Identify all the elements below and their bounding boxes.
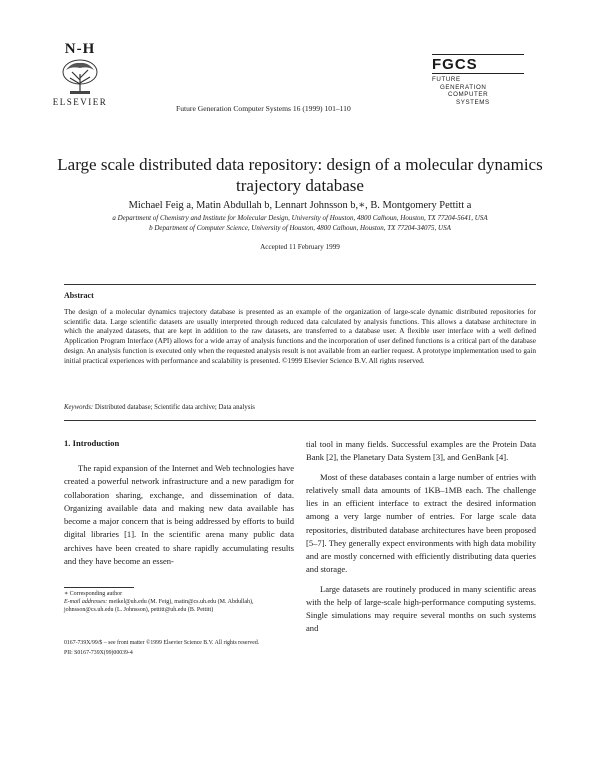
- journal-logo-rule: [432, 73, 524, 74]
- left-column: [64, 462, 294, 568]
- copyright-line: 0167-739X/99/$ – see front matter ©1999 Elsevier Science B.V. All rights reserved.: [64, 640, 260, 646]
- publisher-name: ELSEVIER: [52, 97, 108, 107]
- pii-line: PII: S0167-739X(99)00039-4: [64, 650, 133, 656]
- email-label: E-mail addresses:: [64, 598, 108, 605]
- corresponding-author-note: ∗ Corresponding author: [64, 591, 123, 597]
- abstract-text: The design of a molecular dynamics trajectory database is presented as an example of the organization of large-scale dynamic distributed repositories for scientific data. Large scientific datasets are usually interpreted through reduced data calculated by analysis functions. This allows a database architecture in which the analyzed datasets, that are kept in addition to the raw datasets, are transferred to a database user. A flexible user interface with a well defined Application Program Interface (API) allows for a wide array of analysis functions and the incorporation of user defined functions is a critical part of the database design. An analysis function is executed only when the requested analysis result is not available from an earlier request. A prototype implementation used to gain initial practical experiences with performance and scalability is presented. ©1999 Elsevier Science B.V. All rights reserved.: [64, 307, 536, 365]
- accepted-date: Accepted 11 February 1999: [260, 243, 340, 251]
- abstract-heading: Abstract: [64, 291, 94, 300]
- divider: [64, 420, 536, 421]
- elsevier-tree-icon: [58, 58, 102, 96]
- section-heading: 1. Introduction: [64, 438, 120, 448]
- journal-logo-subtitle: FUTURE: [432, 76, 461, 83]
- affiliation-b: b Department of Computer Science, University of Houston, 4800 Calhoun, Houston, TX 77204-34075, USA: [149, 224, 451, 232]
- north-holland-mark: N-H: [64, 41, 96, 57]
- journal-logo-subtitle: GENERATION: [440, 83, 487, 91]
- journal-logo: [432, 54, 524, 106]
- intro-paragraph: Most of these databases contain a large number of entries with relatively small data amounts of 1KB–1MB each. The challenge lies in an efficient interface to extract the desired information among a very large number of entries. For large scale data repositories, distributed database architectures have been proposed [5–7]. They generally expect environments with high data mobility and are mostly concerned with efficiently distributing data queries and storage.: [306, 471, 536, 575]
- footnote: [64, 591, 298, 614]
- keywords: [64, 404, 255, 411]
- keywords-value: Distributed database; Scientific data archive; Data analysis: [94, 404, 255, 411]
- journal-logo-subtitle: COMPUTER: [448, 91, 489, 98]
- journal-logo-abbrev: FGCS: [432, 56, 478, 73]
- email-note: [64, 599, 298, 615]
- elsevier-logo: [40, 42, 120, 114]
- journal-citation: Future Generation Computer Systems 16 (1999) 101–110: [176, 104, 351, 113]
- journal-logo-subtitle: SYSTEMS: [456, 98, 490, 106]
- journal-logo-rule: [432, 54, 524, 55]
- intro-paragraph-continuation: tial tool in many fields. Successful examples are the Protein Data Bank [2], the Planetary Data System [3], and GenBank [4].: [306, 439, 536, 463]
- author-list: Michael Feig a, Matin Abdullah b, Lennart Johnsson b,∗, B. Montgomery Pettitt a: [128, 200, 472, 211]
- keywords-label: Keywords:: [64, 404, 94, 411]
- article-title: Large scale distributed data repository: design of a molecular dynamics trajectory database: [57, 155, 543, 195]
- footnote-rule: [64, 587, 134, 588]
- divider: [64, 284, 536, 285]
- intro-paragraph: The rapid expansion of the Internet and Web technologies have created a powerful network infrastructure and a new paradigm for collaboration sharing, exchange, and dissemination of data. Organizing available data and making new data available has become a major concern that is being addressed by efforts to build digital libraries [1]. In the scientific arena many public data archives have been created to share rapidly accumulating results and they have become an essen-: [64, 463, 294, 566]
- right-column: [306, 438, 536, 636]
- affiliation-a: a Department of Chemistry and Institute for Molecular Design, University of Houston, 4800 Calhoun, Houston, TX 77204-5641, USA: [112, 214, 488, 222]
- intro-paragraph: Large datasets are routinely produced in many scientific areas with the help of large-scale high-performance computing systems. Single simulations may require several months on such systems and: [306, 583, 536, 634]
- email-addresses: meikel@uh.edu (M. Feig), matin@cs.uh.edu (M. Abdullah), johnsson@cs.uh.edu (L. Johnsson), pettitt@uh.edu (B. Pettitt): [64, 598, 254, 613]
